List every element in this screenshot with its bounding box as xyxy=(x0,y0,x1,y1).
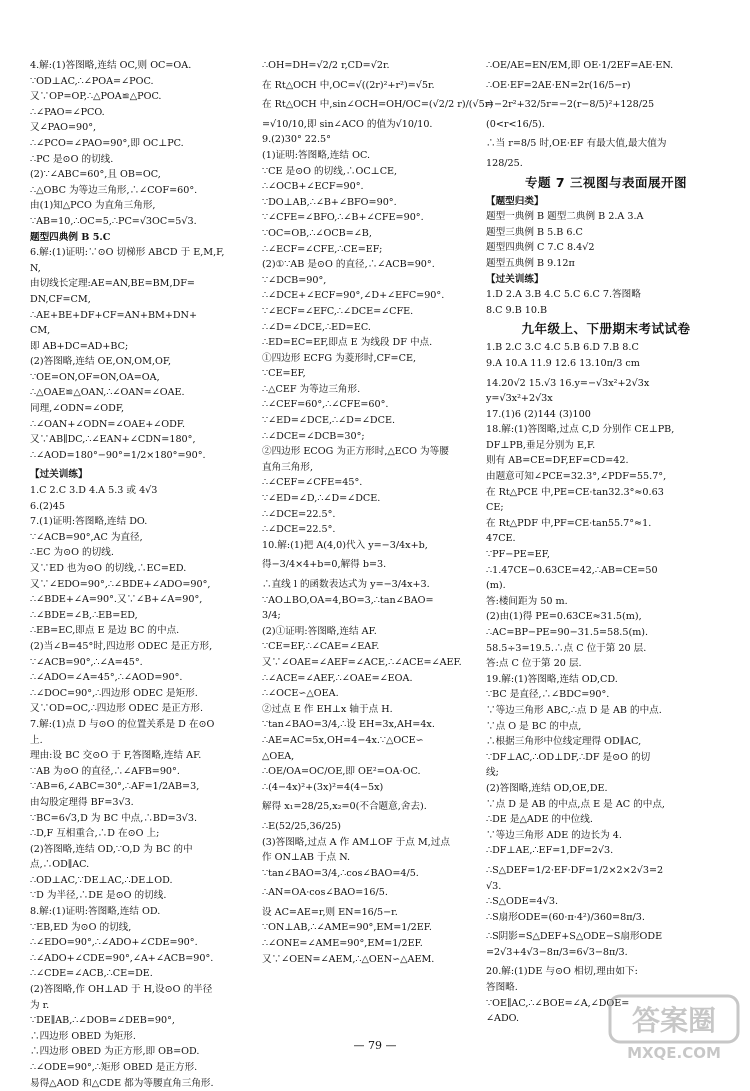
answer-line: ∴∠OCE∽△OEA. xyxy=(262,688,339,700)
answer-line: ∴∠DCE=22.5°. xyxy=(262,508,336,520)
answer-line: ∴∠CDE=∠ACB,∴CE=DE. xyxy=(30,968,153,980)
answer-line: ∴(4−4x)²+(3x)²=4(4−5x) xyxy=(262,781,384,793)
answer-line: ∴S扇形ODE=(60·π·4²)/360=8π/3. xyxy=(486,911,645,923)
answer-line: 47CE. xyxy=(486,533,516,545)
answer-line: ∴AE=AC=5x,OH=4−4x.∵△OCE∽ xyxy=(262,734,424,746)
answer-line: 题型一典例 B 题型二典例 B 2.A 3.A xyxy=(486,211,644,223)
answer-line: ∴D,F 互相重合,∴D 在⊙O 上; xyxy=(30,828,160,840)
answer-line: ∴PC 是⊙O 的切线. xyxy=(30,153,114,165)
answer-line: ∴∠BDE+∠A=90°.又∵∠B+∠A=90°, xyxy=(30,594,203,606)
answer-line: 解得 x₁=28/25,x₂=0(不合题意,舍去). xyxy=(262,801,427,813)
answer-line: ∴S△DEF=1/2·EF·DF=1/2×2×2√3=2 xyxy=(486,864,664,876)
answer-line: ∠ADO. xyxy=(486,1013,520,1025)
answer-line: ∴DE 是△ADE 的中位线. xyxy=(486,814,593,826)
answer-line: 17.(1)6 (2)144 (3)100 xyxy=(486,408,591,420)
answer-line: ②四边形 ECOG 为正方形时,△ECO 为等腰 xyxy=(262,446,449,458)
answer-line: ∴∠ACE=∠AEF,∴∠OAE=∠EOA. xyxy=(262,672,413,684)
answer-line: △OEA, xyxy=(262,750,295,762)
answer-line: ∴S△ODE=4√3. xyxy=(486,896,559,908)
answer-line: ∴OH=DH=√2/2 r,CD=√2r. xyxy=(262,60,390,71)
answer-line: 1.B 2.C 3.C 4.C 5.B 6.D 7.B 8.C xyxy=(486,342,639,354)
answer-line: ∴EC 为⊙O 的切线. xyxy=(30,547,114,559)
answer-line: ∵tan∠BAO=3/4,∴设 EH=3x,AH=4x. xyxy=(262,719,435,731)
answer-line: 10.解:(1)把 A(4,0)代入 y=−3/4x+b, xyxy=(262,539,428,551)
answer-line: 上. xyxy=(30,734,43,746)
answer-line: 设 AC=AE=r,则 EN=16/5−r. xyxy=(262,906,398,918)
answer-line: =−2r²+32/5r=−2(r−8/5)²+128/25 xyxy=(486,99,655,111)
answer-line: (2)答图略,连结 OD,∵O,D 为 BC 的中 xyxy=(30,843,193,855)
answer-line: ②过点 E 作 EH⊥x 轴于点 H. xyxy=(262,703,393,715)
answer-line: ∴∠CEF=∠CFE=45°. xyxy=(262,477,363,489)
answer-line: (2)答图略,作 OH⊥AD 于 H,设⊙O 的半径 xyxy=(30,984,213,996)
answer-line: ∵点 D 是 AB 的中点,点 E 是 AC 的中点, xyxy=(486,798,665,810)
answer-line: 线; xyxy=(486,767,499,779)
answer-line: 8.解:(1)证明:答图略,连结 OD. xyxy=(30,906,161,918)
answer-line: ∴直线 l 的函数表达式为 y=−3/4x+3. xyxy=(262,579,430,590)
page-number: — 79 — xyxy=(353,1039,397,1052)
answer-line: CM, xyxy=(30,325,51,337)
answer-line: 7.(1)证明:答图略,连结 DO. xyxy=(30,516,148,528)
answer-line: ∴EB=EC,即点 E 是边 BC 的中点. xyxy=(30,625,180,637)
answer-line: ∵OE=ON,OF=ON,OA=OA, xyxy=(30,371,160,383)
answer-line: ∴OE·EF=2AE·EN=2r(16/5−r) xyxy=(486,79,631,91)
answer-line: (2)由(1)得 PE=0.63CE≈31.5(m), xyxy=(486,611,642,623)
answer-line: ∴∠OAN+∠ODN=∠OAE+∠ODF. xyxy=(30,418,186,430)
answer-line: =2√3+4√3−8π/3=6√3−8π/3. xyxy=(486,946,628,958)
answer-line: ∵OC=OB,∴∠OCB=∠B, xyxy=(262,227,372,239)
answer-line: ∴∠BDE=∠B,∴EB=ED, xyxy=(30,609,138,621)
answer-line: ∴△OBC 为等边三角形,∴∠COF=60°. xyxy=(30,184,198,196)
answer-line: 由勾股定理得 BF=3√3. xyxy=(30,796,134,808)
answer-line: ∴∠PCO=∠PAO=90°,即 OC⊥PC. xyxy=(30,137,184,149)
answer-line: 18.解:(1)答图略,过点 C,D 分别作 CE⊥PB, xyxy=(486,424,675,436)
answer-line: ∵tan∠BAO=3/4,∴cos∠BAO=4/5. xyxy=(262,867,419,879)
answer-line: 即 AB+DC=AD+BC; xyxy=(30,340,129,352)
answer-line: ∵点 O 是 BC 的中点, xyxy=(486,720,582,732)
answer-line: ∵∠ED=∠D,∴∠D=∠DCE. xyxy=(262,493,381,505)
answer-line: ∵∠ACB=90°,∴∠A=45°. xyxy=(30,656,143,668)
answer-line: ∴∠OCB+∠ECF=90°. xyxy=(262,181,364,193)
answer-line: ∴AE+BE+DF+CF=AN+BM+DN+ xyxy=(30,309,197,321)
answer-line: 在 Rt△OCH 中,OC=√((2r)²+r²)=√5r. xyxy=(262,79,435,91)
answer-line: ∴∠ONE=∠AME=90°,EM=1/2EF. xyxy=(262,938,423,950)
answer-line: ∴∠DCE+∠ECF=90°,∠D+∠EFC=90°. xyxy=(262,290,445,302)
answer-line: ∴∠ADO=∠A=45°,∴∠AOD=90°. xyxy=(30,672,183,684)
answer-line: ∵等边三角形 ADE 的边长为 4. xyxy=(486,829,622,841)
answer-line: (2)①∵AB 是⊙O 的直径,∴∠ACB=90°. xyxy=(262,259,435,271)
answer-line: 1.C 2.C 3.D 4.A 5.3 或 4√3 xyxy=(30,485,158,497)
answer-line: ∴四边形 OBED 为正方形,即 OB=OD. xyxy=(30,1046,200,1058)
answer-line: ∵∠DCB=90°, xyxy=(262,274,327,286)
column-right xyxy=(486,58,726,1033)
answer-line: 又∵∠OAE=∠AEF=∠ACE,∴∠ACE=∠AEF. xyxy=(262,656,462,668)
answer-line: CE; xyxy=(486,502,504,514)
answer-line: ∵∠ACB=90°,AC 为直径, xyxy=(30,531,143,543)
answer-line: 答:点 C 位于第 20 层. xyxy=(486,658,582,670)
answer-line: (1)证明:答图略,连结 OC. xyxy=(262,149,370,161)
answer-line: ∴1.47CE−0.63CE=42,∴AB=CE=50 xyxy=(486,564,658,576)
answer-line: 点,∴OD∥AC. xyxy=(30,859,90,871)
answer-line: ∴OD⊥AC,∵DE⊥AC,∴DE⊥OD. xyxy=(30,874,173,886)
answer-line: ∴∠DCE=22.5°. xyxy=(262,524,336,536)
answer-line: 答图略. xyxy=(486,982,518,994)
answer-line: ∵AB=10,∴OC=5,∴PC=√3OC=5√3. xyxy=(30,215,197,227)
answer-line: ∴∠EDO=90°,∴∠ADO+∠CDE=90°. xyxy=(30,937,198,949)
answer-line: 又∵∠OEN=∠AEM,∴△OEN∽△AEM. xyxy=(262,953,435,965)
column-left xyxy=(30,58,260,1089)
answer-label: 【题型归类】 xyxy=(486,195,544,207)
answer-line: 20.解:(1)DE 与⊙O 相切,理由如下: xyxy=(486,966,638,978)
answer-line: ∴∠ODE=90°,∴矩形 OBED 是正方形. xyxy=(30,1062,198,1073)
answer-line: ∴∠CEF=60°,∴∠CFE=60°. xyxy=(262,399,389,411)
answer-line: 1.D 2.A 3.B 4.C 5.C 6.C 7.答图略 xyxy=(486,289,641,301)
answer-line: ∵等边三角形 ABC,∴点 D 是 AB 的中点. xyxy=(486,704,662,716)
answer-line: ∵PF−PE=EF, xyxy=(486,549,550,561)
answer-line: 又∵ED 也为⊙O 的切线,∴EC=ED. xyxy=(30,563,187,574)
answer-line: 由(1)知△PCO 为直角三角形, xyxy=(30,200,156,212)
answer-line: 又∵∠EDO=90°,∴∠BDE+∠ADO=90°, xyxy=(30,578,211,590)
section-heading: 专题 7 三视图与表面展开图 xyxy=(525,174,687,190)
answer-line: 答:楼间距为 50 m. xyxy=(486,595,568,607)
answer-line: ∴S阴影=S△DEF+S△ODE−S扇形ODE xyxy=(486,931,663,943)
answer-line: DF⊥PB,垂足分别为 E,F. xyxy=(486,439,596,451)
answer-label: 题型四典例 B 5.C xyxy=(30,231,111,243)
answer-line: ∵CE 是⊙O 的切线,∴OC⊥CE, xyxy=(262,165,398,177)
answer-line: ∵BC 是直径,∴∠BDC=90°. xyxy=(486,689,610,701)
answer-line: 又∵OD=OC,∴四边形 ODEC 是正方形. xyxy=(30,703,204,715)
answer-line: ∵D 为半径,∴DE 是⊙O 的切线. xyxy=(30,890,167,902)
answer-line: ∴△CEF 为等边三角形. xyxy=(262,383,361,395)
answer-line: ∵BC=6√3,D 为 BC 中点,∴BD=3√3. xyxy=(30,812,198,824)
answer-line: ∵EB,ED 为⊙O 的切线, xyxy=(30,921,132,933)
answer-line: (2)答图略,连结 OD,OE,DE. xyxy=(486,782,608,794)
answer-line: =√10/10,即 sin∠ACO 的值为√10/10. xyxy=(262,118,433,130)
answer-line: ∴∠AOD=180°−90°=1/2×180°=90°. xyxy=(30,449,206,461)
answer-line: ∵∠ECF=∠EFC,∴∠DCE=∠CFE. xyxy=(262,305,414,317)
answer-line: 6.解:(1)证明:∵⊙O 切梯形 ABCD 于 E,M,F, xyxy=(30,247,225,259)
answer-line: 题型四典例 C 7.C 8.4√2 xyxy=(486,242,595,254)
answer-line: (2)①证明:答图略,连结 AF. xyxy=(262,625,377,637)
answer-line: ∵OD⊥AC,∴∠POA=∠POC. xyxy=(30,75,154,87)
answer-line: ∴根据三角形中位线定理得 OD∥AC, xyxy=(486,736,642,748)
watermark-text: 答案圈 xyxy=(631,1004,717,1037)
answer-line: 4.解:(1)答图略,连结 OC,则 OC=OA. xyxy=(30,60,192,71)
answer-line: y=√3x²+2√3x xyxy=(486,393,553,405)
answer-line: ∵AO⊥BO,OA=4,BO=3,∴tan∠BAO= xyxy=(262,594,434,606)
answer-line: (m). xyxy=(486,580,506,592)
answer-line: (3)答图略,过点 A 作 AM⊥OF 于点 M,过点 xyxy=(262,836,450,848)
answer-line: 由切线长定理:AE=AN,BE=BM,DF= xyxy=(30,278,195,290)
answer-line: 得−3/4×4+b=0,解得 b=3. xyxy=(262,559,387,571)
answer-line: (2)答图略,连结 OE,ON,OM,OF, xyxy=(30,356,172,368)
answer-line: ∴∠ADO+∠CDE=90°,∠A+∠ACB=90°. xyxy=(30,952,214,964)
answer-line: ∴DF⊥AE,∴EF=1,DF=2√3. xyxy=(486,845,614,857)
answer-line: ∵∠ED=∠DCE,∴∠D=∠DCE. xyxy=(262,415,395,427)
answer-line: 58.5÷3=19.5.∴点 C 位于第 20 层. xyxy=(486,642,647,654)
answer-line: DN,CF=CM, xyxy=(30,293,91,305)
answer-line: 直角三角形, xyxy=(262,461,314,473)
answer-line: 由题意可知∠PCE=32.3°,∠PDF=55.7°, xyxy=(486,471,667,483)
watermark-subtext: MXQE.COM xyxy=(627,1044,721,1062)
answer-line: ∴AC=BP−PE=90−31.5=58.5(m). xyxy=(486,627,649,638)
answer-line: ∴当 r=8/5 时,OE·EF 有最大值,最大值为 xyxy=(486,138,667,150)
watermark-logo xyxy=(606,990,742,1064)
answer-line: ①四边形 ECFG 为菱形时,CF=CE, xyxy=(262,352,416,364)
answer-line: (2)∵∠ABC=60°,且 OB=OC, xyxy=(30,169,161,181)
answer-line: ∴AN=OA·cos∠BAO=16/5. xyxy=(262,887,388,899)
answer-line: N, xyxy=(30,262,41,274)
answer-line: √3. xyxy=(486,880,502,892)
answer-line: 易得△AOD 和△CDE 都为等腰直角三角形. xyxy=(30,1077,214,1089)
answer-line: ∵DE∥AB,∴∠DOB=∠DEB=90°, xyxy=(30,1015,175,1027)
answer-line: ∵ON⊥AB,∴∠AME=90°,EM=1/2EF. xyxy=(262,922,432,934)
answer-line: 9.(2)30° 22.5° xyxy=(262,134,331,146)
answer-line: ∵AB 为⊙O 的直径,∴∠AFB=90°. xyxy=(30,765,180,777)
answer-line: 8.C 9.B 10.B xyxy=(486,304,548,316)
answer-line: 6.(2)45 xyxy=(30,500,65,512)
answer-line: 128/25. xyxy=(486,157,523,169)
answer-line: (2)当∠B=45°时,四边形 ODEC 是正方形, xyxy=(30,640,213,652)
answer-label: 【过关训练】 xyxy=(486,273,544,285)
answer-line: ∴∠PAO=∠PCO. xyxy=(30,106,105,118)
answer-line: 为 r. xyxy=(30,999,50,1011)
answer-line: 作 ON⊥AB 于点 N. xyxy=(262,852,351,864)
answer-line: ∴∠D=∠DCE,∴ED=EC. xyxy=(262,321,371,333)
answer-line: 在 Rt△PDF 中,PF=CE·tan55.7°≈1. xyxy=(486,517,652,529)
section-heading: 九年级上、下册期末考试试卷 xyxy=(521,321,691,337)
answer-line: 19.解:(1)答图略,连结 OD,CD. xyxy=(486,673,618,685)
answer-line: ∴OE/AE=EN/EM,即 OE·1/2EF=AE·EN. xyxy=(486,60,674,71)
answer-line: ∵DO⊥AB,∴∠B+∠BFO=90°. xyxy=(262,196,397,208)
answer-line: 在 Rt△OCH 中,sin∠OCH=OH/OC=(√2/2 r)/(√5r) xyxy=(262,99,494,111)
answer-line: ∵CE=EF, xyxy=(262,368,306,380)
answer-line: ∵OE∥AC,∴∠BOE=∠A,∠DOE= xyxy=(486,997,630,1009)
answer-line: 则有 AB=CE=DF,EF=CD=42. xyxy=(486,455,629,467)
answer-line: 3/4; xyxy=(262,610,281,622)
answer-label: 【过关训练】 xyxy=(30,469,88,481)
answer-line: 又∵AB∥DC,∴∠EAN+∠CDN=180°, xyxy=(30,434,196,446)
answer-line: 同理,∠ODN=∠ODF, xyxy=(30,403,125,415)
answer-line: ∵∠CFE=∠BFO,∴∠B+∠CFE=90°. xyxy=(262,212,424,224)
answer-line: 又∵OP=OP,∴△POA≌△POC. xyxy=(30,91,162,103)
answer-line: ∴△OAE≌△OAN,∴∠OAN=∠OAE. xyxy=(30,387,185,399)
answer-line: ∴OE/OA=OC/OE,即 OE²=OA·OC. xyxy=(262,766,421,778)
answer-line: ∴∠ECF=∠CFE,∴CE=EF; xyxy=(262,243,383,255)
answer-line: ∵CE=EF,∴∠CAE=∠EAF. xyxy=(262,641,380,653)
answer-line: ∴∠DCE=∠DCB=30°; xyxy=(262,430,365,442)
answer-line: 理由:设 BC 交⊙O 于 F,答图略,连结 AF. xyxy=(30,750,202,762)
answer-line: ∴四边形 OBED 为矩形. xyxy=(30,1030,136,1042)
answer-line: ∵AB=6,∠ABC=30°,∴AF=1/2AB=3, xyxy=(30,781,200,793)
answer-line: 14.20√2 15.√3 16.y=−√3x²+2√3x xyxy=(486,377,650,389)
answer-line: 7.解:(1)点 D 与⊙O 的位置关系是 D 在⊙O xyxy=(30,718,215,730)
answer-line: 在 Rt△PCE 中,PE=CE·tan32.3°≈0.63 xyxy=(486,486,664,498)
answer-line: (0<r<16/5). xyxy=(486,118,545,130)
answer-line: ∴ED=EC=EF,即点 E 为线段 DF 中点. xyxy=(262,337,433,349)
answer-line: 9.A 10.A 11.9 12.6 13.10π/3 cm xyxy=(486,357,640,369)
column-middle xyxy=(262,58,494,1033)
answer-line: ∴E(52/25,36/25) xyxy=(262,820,341,832)
answer-line: ∴∠DOC=90°,∴四边形 ODEC 是矩形. xyxy=(30,687,198,699)
answer-line: 题型三典例 B 5.B 6.C xyxy=(486,226,583,238)
answer-line: 又∠PAO=90°, xyxy=(30,122,97,134)
answer-line: ∵DF⊥AC,∴OD⊥DF,∴DF 是⊙O 的切 xyxy=(486,751,651,763)
answer-line: 题型五典例 B 9.12π xyxy=(486,257,575,269)
